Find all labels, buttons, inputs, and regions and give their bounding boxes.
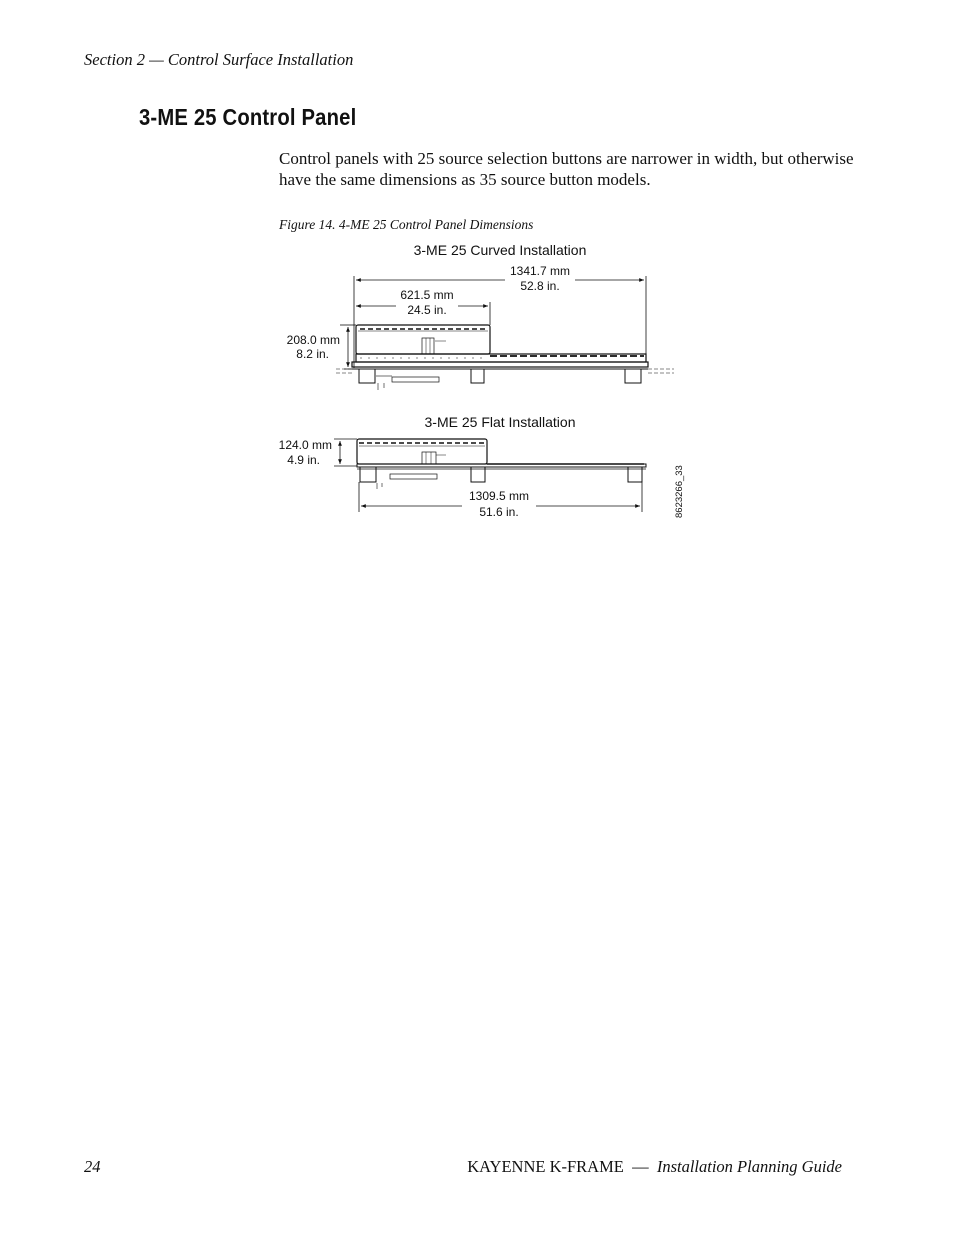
flat-height-mm: 124.0 mm <box>278 438 332 452</box>
drawing-id: 8623266_33 <box>674 465 685 518</box>
footer-title <box>467 1157 842 1177</box>
flat-width-in: 51.6 in. <box>479 505 519 519</box>
curved-overall-width-dimension <box>354 264 646 368</box>
section-title: 3-ME 25 Control Panel <box>139 104 357 130</box>
footer-guide: Installation Planning Guide <box>656 1157 842 1176</box>
flat-panel-drawing <box>357 439 646 489</box>
curved-height-in: 8.2 in. <box>296 347 329 361</box>
curved-height-dimension <box>287 325 356 369</box>
footer-separator: — <box>632 1157 649 1176</box>
curved-upper-width-dimension <box>356 288 490 325</box>
body-paragraph: Control panels with 25 source selection buttons are narrower in width, but otherwise have the same dimensions as 35 source button models. <box>279 149 854 189</box>
flat-height-in: 4.9 in. <box>287 453 320 467</box>
flat-installation-title: 3-ME 25 Flat Installation <box>424 414 576 430</box>
page-number: 24 <box>84 1157 101 1176</box>
panel-dimensions-diagram <box>0 0 954 560</box>
curved-overall-width-in: 52.8 in. <box>520 279 560 293</box>
curved-panel-drawing <box>336 325 674 390</box>
footer-product: KAYENNE K-FRAME <box>467 1157 624 1176</box>
running-head: Section 2 — Control Surface Installation <box>84 50 354 69</box>
flat-height-dimension <box>279 438 357 467</box>
figure-caption: Figure 14. 4-ME 25 Control Panel Dimensions <box>279 217 534 232</box>
curved-upper-width-mm: 621.5 mm <box>400 288 454 302</box>
curved-installation-title: 3-ME 25 Curved Installation <box>413 242 587 258</box>
curved-overall-width-mm: 1341.7 mm <box>509 264 571 278</box>
flat-width-mm: 1309.5 mm <box>468 489 530 503</box>
flat-width-dimension <box>359 482 642 519</box>
curved-height-mm: 208.0 mm <box>286 333 340 347</box>
curved-upper-width-in: 24.5 in. <box>407 303 447 317</box>
